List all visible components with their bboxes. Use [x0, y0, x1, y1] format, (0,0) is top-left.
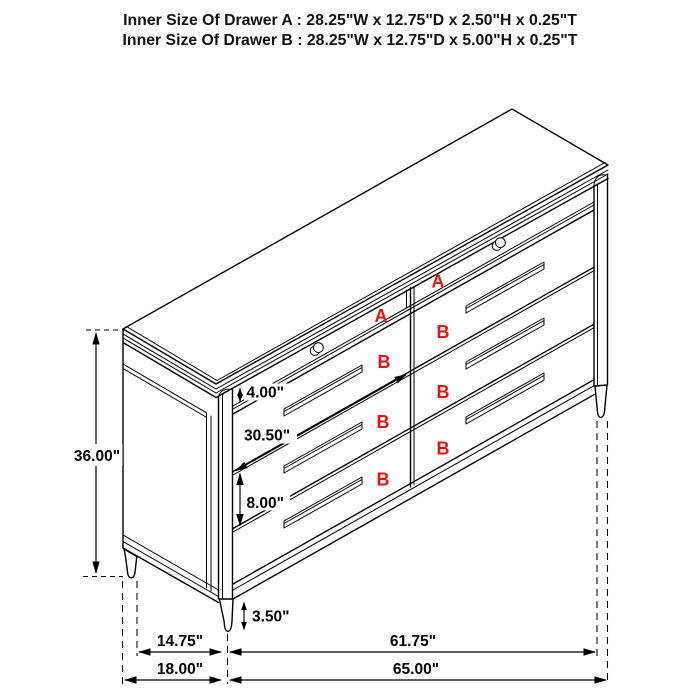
label-drawer-a-left: A [374, 306, 388, 326]
svg-text:61.75": 61.75" [389, 633, 437, 650]
dim-total-width [230, 661, 606, 680]
dim-leg-height [244, 603, 296, 630]
svg-text:18.00": 18.00" [156, 661, 204, 678]
label-drawer-b-left-1: B [377, 352, 391, 372]
svg-text:30.50": 30.50" [244, 427, 291, 445]
front-left-leg [220, 599, 234, 631]
drawer-a-knob-right [492, 238, 505, 251]
label-drawer-b-left-2: B [376, 412, 390, 432]
back-left-leg [124, 549, 137, 578]
header-line-2: Inner Size Of Drawer B : 28.25"W x 12.75"D x 5.00"H x 0.25"T [122, 32, 578, 49]
handle-right-b2 [466, 318, 544, 369]
header-line-1: Inner Size Of Drawer A : 28.25"W x 12.75"D x 2.50"H x 0.25"T [123, 12, 577, 29]
label-drawer-b-right-3: B [436, 438, 450, 459]
dim-side-leg-span [139, 633, 221, 652]
dim-drawer-a-height [240, 384, 290, 402]
label-drawer-b-right-2: B [436, 382, 450, 402]
dresser-top-slab [123, 109, 608, 398]
drawer-a-knob-left [310, 343, 323, 356]
dim-drawer-b-height [240, 474, 290, 526]
handle-left-b3 [284, 477, 362, 528]
handle-right-b3 [466, 373, 544, 424]
front-left-post [219, 389, 234, 631]
front-right-post [594, 175, 608, 418]
svg-text:4.00": 4.00" [246, 384, 285, 402]
svg-text:8.00": 8.00" [246, 495, 285, 512]
front-right-leg [595, 385, 607, 417]
svg-text:65.00": 65.00" [392, 661, 440, 678]
dim-total-height [72, 330, 124, 577]
label-drawer-b-left-3: B [376, 469, 390, 490]
label-drawer-b-right-1: B [436, 322, 450, 342]
dim-front-leg-span [230, 633, 595, 652]
drawer-labels [375, 272, 450, 490]
dresser-illustration [123, 109, 608, 631]
label-drawer-a-right: A [431, 271, 445, 292]
dim-total-depth [125, 661, 221, 680]
svg-text:14.75": 14.75" [156, 633, 204, 650]
svg-text:36.00": 36.00" [73, 448, 121, 465]
svg-text:3.50": 3.50" [252, 608, 290, 626]
